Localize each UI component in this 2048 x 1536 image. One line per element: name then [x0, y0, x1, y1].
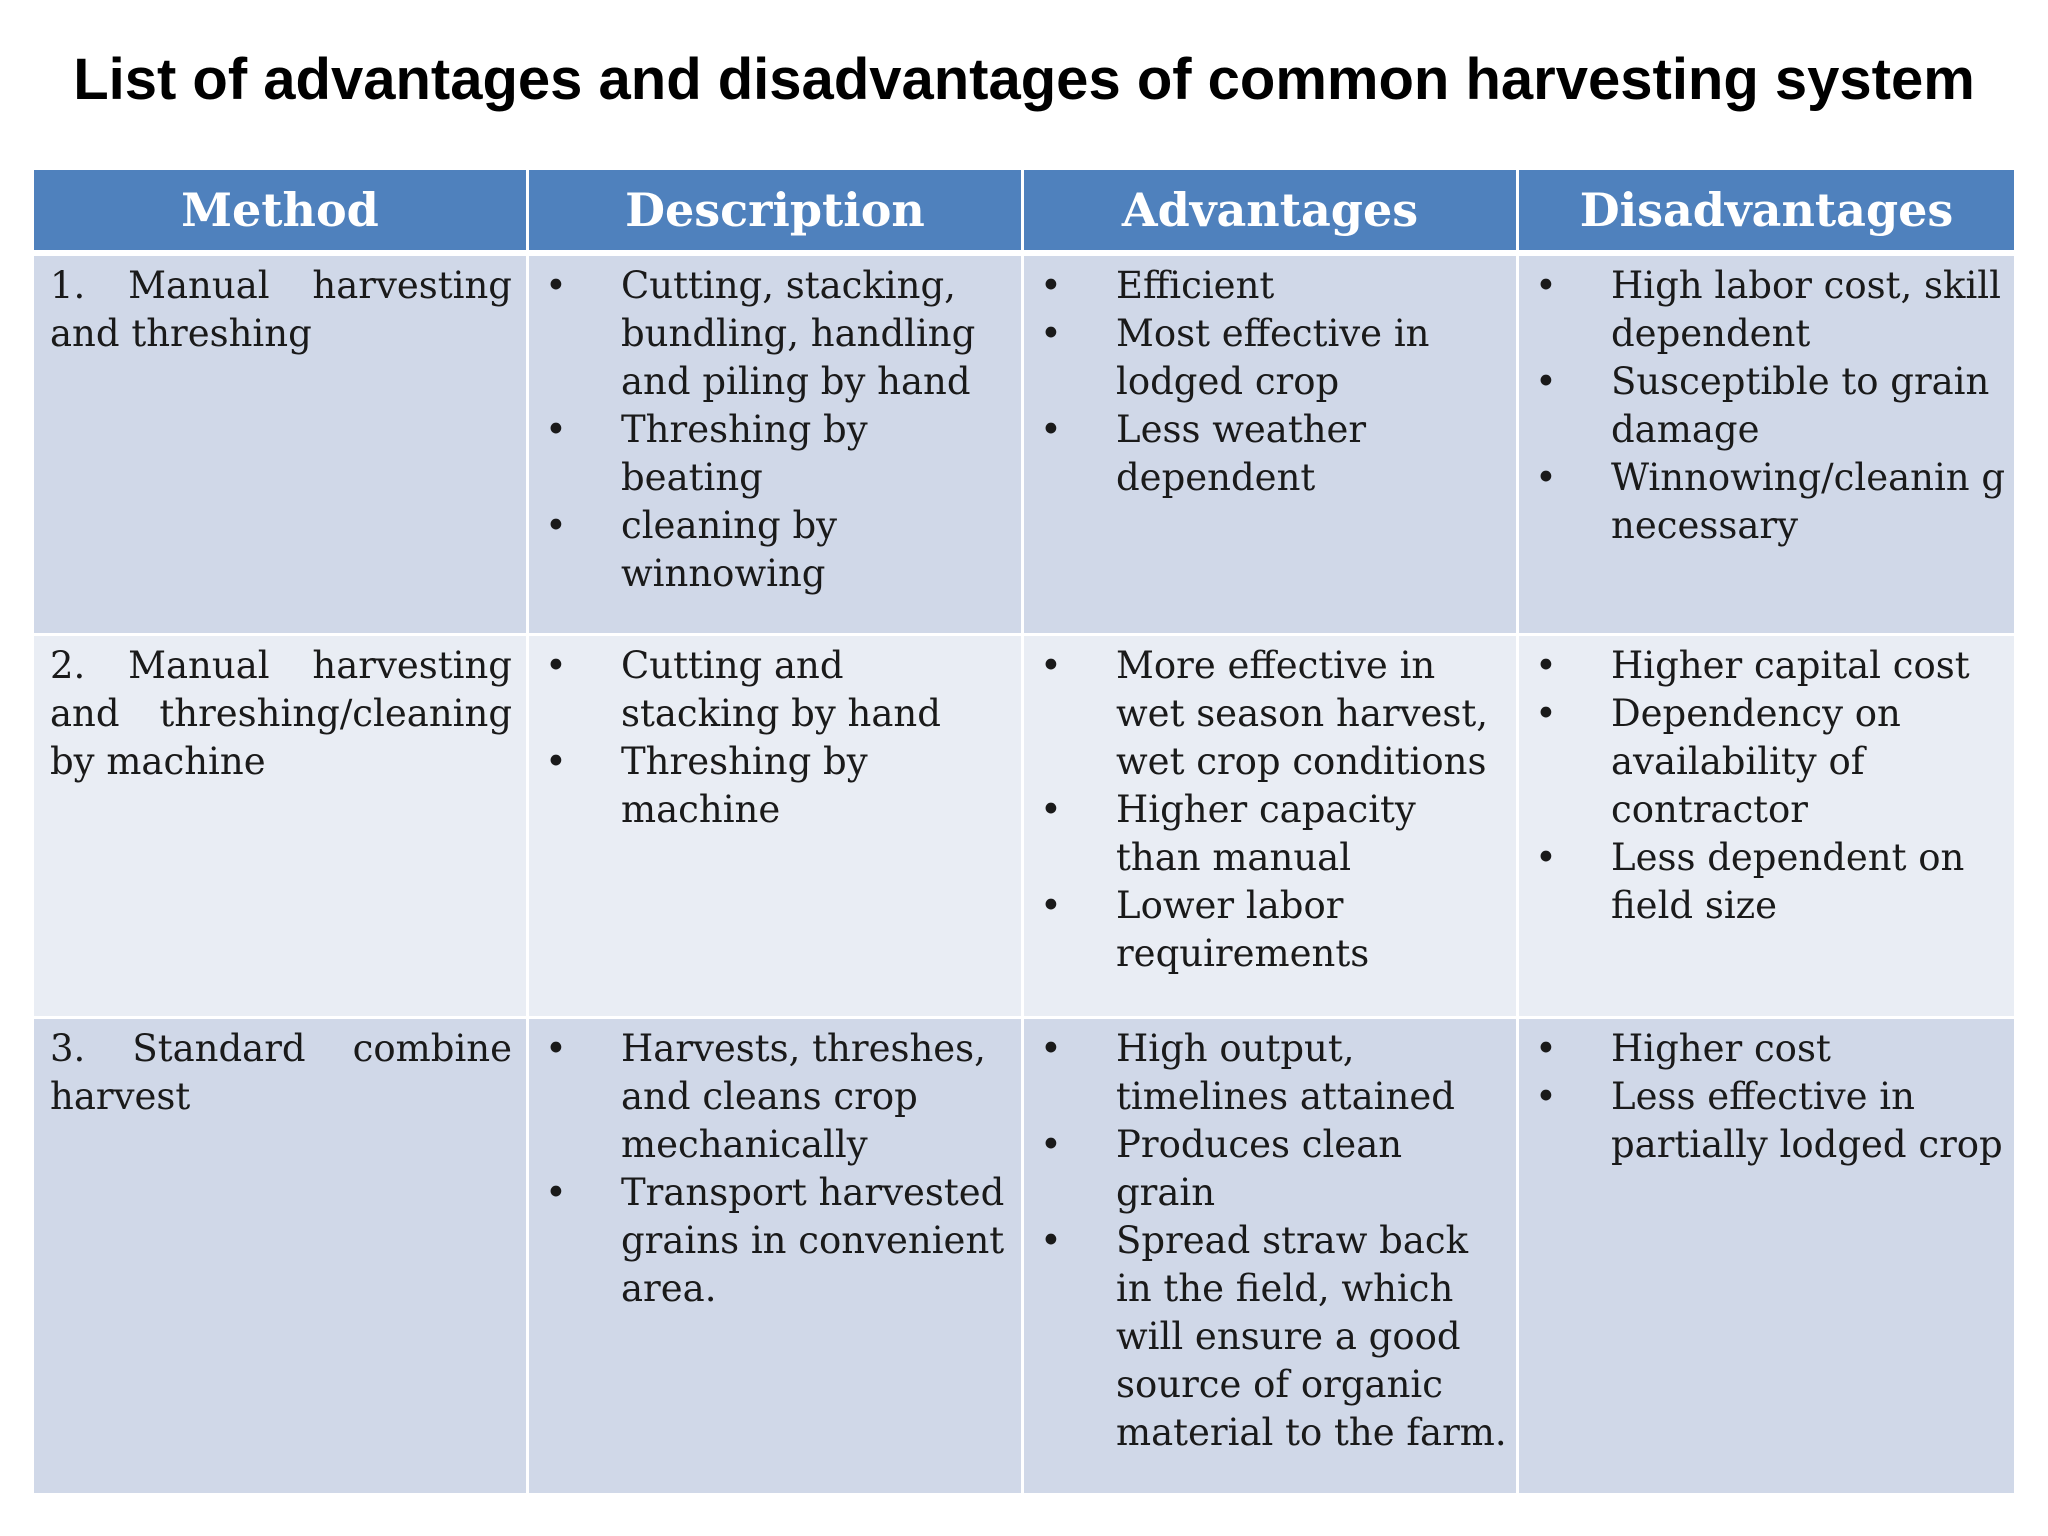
column-header-advantages: Advantages: [1024, 170, 1519, 256]
column-header-method: Method: [34, 170, 529, 256]
list-item: [529, 502, 1013, 598]
description-cell: [529, 636, 1024, 1019]
list-item: [1024, 786, 1508, 882]
bullet-icon: •: [1040, 1219, 1062, 1262]
disadvantages-cell: [1519, 636, 2014, 1019]
bullet-icon: •: [1040, 788, 1062, 831]
method-cell: [34, 636, 529, 1019]
disadvantages-list: [1519, 636, 2014, 930]
list-item-text: Higher capital cost: [1611, 644, 1970, 687]
list-item: [529, 1169, 1013, 1313]
method-text: 2. Manual harvesting and threshing/cleaning by machine: [50, 644, 512, 783]
bullet-icon: •: [1535, 644, 1557, 687]
list-item-text: Susceptible to grain damage: [1611, 360, 1990, 451]
bullet-icon: •: [1040, 1123, 1062, 1166]
list-item-text: Dependency on availability of contractor: [1611, 692, 1901, 831]
list-item: [1519, 454, 2006, 550]
bullet-icon: •: [1535, 456, 1557, 499]
bullet-icon: •: [545, 264, 567, 307]
bullet-icon: •: [545, 504, 567, 547]
advantages-cell: [1024, 636, 1519, 1019]
column-header-description: Description: [529, 170, 1024, 256]
method-cell: [34, 256, 529, 636]
list-item: [1519, 262, 2006, 358]
list-item-text: Spread straw back in the field, which will ensure a good source of organic material to the farm.: [1116, 1219, 1507, 1454]
advantages-cell: [1024, 1019, 1519, 1496]
harvesting-comparison-table: [34, 170, 2014, 1496]
list-item-text: High labor cost, skill dependent: [1611, 264, 2001, 355]
list-item: [1024, 406, 1508, 502]
advantages-list: [1024, 256, 1516, 502]
list-item-text: Cutting and stacking by hand: [621, 644, 941, 735]
description-list: [529, 1019, 1021, 1313]
list-item-text: Cutting, stacking, bundling, handling and piling by hand: [621, 264, 976, 403]
method-cell: [34, 1019, 529, 1496]
list-item-text: More effective in wet season harvest, wet crop conditions: [1116, 644, 1488, 783]
description-list: [529, 636, 1021, 834]
list-item: [1024, 642, 1508, 786]
list-item-text: Most effective in lodged crop: [1116, 312, 1430, 403]
disadvantages-cell: [1519, 1019, 2014, 1496]
page-title: List of advantages and disadvantages of common harvesting system: [73, 47, 1975, 112]
list-item: [1024, 1121, 1508, 1217]
table-row: [34, 256, 2014, 636]
bullet-icon: •: [545, 1027, 567, 1070]
list-item-text: Efficient: [1116, 264, 1275, 307]
list-item-text: cleaning by winnowing: [621, 504, 838, 595]
list-item: [1519, 690, 2006, 834]
bullet-icon: •: [1535, 1075, 1557, 1118]
list-item-text: Lower labor requirements: [1116, 884, 1370, 975]
list-item: [1024, 262, 1508, 310]
disadvantages-cell: [1519, 256, 2014, 636]
bullet-icon: •: [1535, 360, 1557, 403]
bullet-icon: •: [1040, 1027, 1062, 1070]
table-row: [34, 1019, 2014, 1496]
bullet-icon: •: [1040, 312, 1062, 355]
list-item: [1024, 310, 1508, 406]
column-header-disadvantages: Disadvantages: [1519, 170, 2014, 256]
list-item-text: Higher capacity than manual: [1116, 788, 1416, 879]
method-text: 3. Standard combine harvest: [50, 1027, 512, 1118]
list-item-text: High output, timelines attained: [1116, 1027, 1455, 1118]
bullet-icon: •: [1535, 692, 1557, 735]
bullet-icon: •: [1040, 408, 1062, 451]
list-item: [1519, 642, 2006, 690]
list-item-text: Harvests, threshes, and cleans crop mechanically: [621, 1027, 986, 1166]
table-header-row: [34, 170, 2014, 256]
disadvantages-list: [1519, 256, 2014, 550]
advantages-list: [1024, 636, 1516, 978]
list-item: [1519, 1025, 2006, 1073]
list-item-text: Threshing by machine: [621, 740, 868, 831]
advantages-list: [1024, 1019, 1516, 1457]
list-item-text: Winnowing/cleanin g necessary: [1611, 456, 2006, 547]
list-item-text: Less effective in partially lodged crop: [1611, 1075, 2003, 1166]
list-item-text: Higher cost: [1611, 1027, 1831, 1070]
list-item: [529, 738, 1013, 834]
bullet-icon: •: [545, 408, 567, 451]
disadvantages-list: [1519, 1019, 2014, 1169]
bullet-icon: •: [545, 1171, 567, 1214]
list-item-text: Produces clean grain: [1116, 1123, 1403, 1214]
list-item: [1519, 1073, 2006, 1169]
advantages-cell: [1024, 256, 1519, 636]
bullet-icon: •: [545, 644, 567, 687]
description-cell: [529, 1019, 1024, 1496]
bullet-icon: •: [1040, 884, 1062, 927]
bullet-icon: •: [1535, 836, 1557, 879]
bullet-icon: •: [1040, 264, 1062, 307]
table-row: [34, 636, 2014, 1019]
list-item: [1024, 1217, 1508, 1457]
bullet-icon: •: [1535, 264, 1557, 307]
list-item: [529, 262, 1013, 406]
list-item: [529, 1025, 1013, 1169]
bullet-icon: •: [1040, 644, 1062, 687]
list-item: [1519, 834, 2006, 930]
description-cell: [529, 256, 1024, 636]
list-item: [529, 642, 1013, 738]
list-item-text: Threshing by beating: [621, 408, 868, 499]
description-list: [529, 256, 1021, 598]
bullet-icon: •: [1535, 1027, 1557, 1070]
method-text: 1. Manual harvesting and threshing: [50, 264, 512, 355]
list-item: [1519, 358, 2006, 454]
list-item-text: Less weather dependent: [1116, 408, 1367, 499]
bullet-icon: •: [545, 740, 567, 783]
list-item-text: Transport harvested grains in convenient area.: [621, 1171, 1005, 1310]
list-item: [529, 406, 1013, 502]
list-item: [1024, 882, 1508, 978]
list-item: [1024, 1025, 1508, 1121]
list-item-text: Less dependent on field size: [1611, 836, 1965, 927]
